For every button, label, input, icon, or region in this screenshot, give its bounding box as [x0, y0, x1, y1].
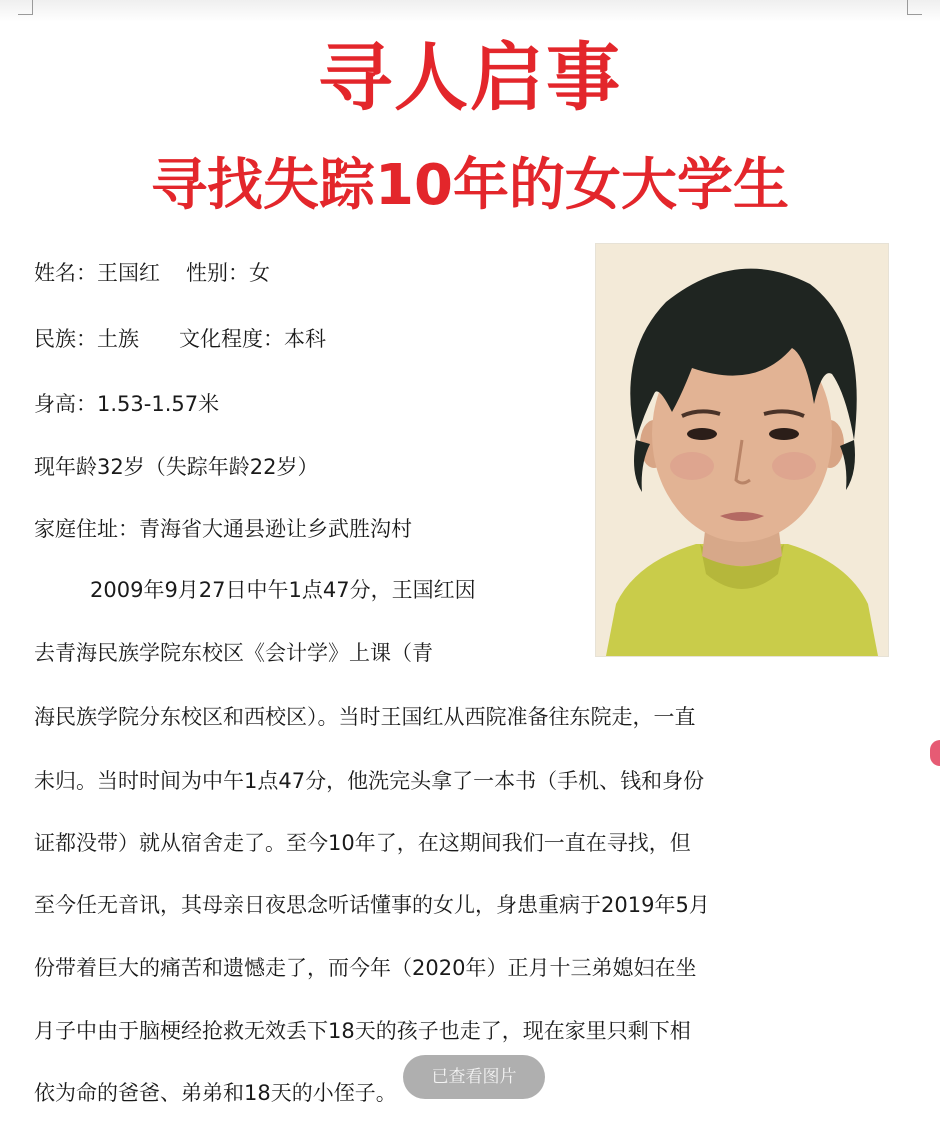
name-label: 姓名： [34, 261, 97, 285]
address-value: 青海省大通县逊让乡武胜沟村 [139, 517, 412, 541]
education-label: 文化程度： [179, 327, 284, 351]
page-corner-mark-left [18, 0, 33, 15]
height-label: 身高： [34, 392, 97, 416]
ethnicity-label: 民族： [34, 327, 97, 351]
view-image-button[interactable]: 已查看图片 [403, 1055, 545, 1099]
side-pull-tab[interactable] [930, 740, 940, 766]
body-line: 依为命的爸爸、弟弟和18天的小侄子。 [34, 1081, 397, 1105]
body-line: 未归。当时时间为中午1点47分，他洗完头拿了一本书（手机、钱和身份 [34, 769, 705, 793]
page-corner-mark-right [907, 0, 922, 15]
ethnicity-value: 土族 [97, 327, 139, 351]
body-line: 至今任无音讯，其母亲日夜思念听话懂事的女儿，身患重病于2019年5月 [34, 893, 710, 917]
info-age-line: 现年龄32岁（失踪年龄22岁） [34, 455, 319, 479]
body-line: 份带着巨大的痛苦和遗憾走了，而今年（2020年）正月十三弟媳妇在坐 [34, 956, 697, 980]
body-line: 海民族学院分东校区和西校区）。当时王国红从西院准备往东院走，一直 [34, 705, 696, 729]
missing-person-photo [596, 244, 888, 656]
body-line: 2009年9月27日中午1点47分，王国红因 [90, 578, 476, 602]
body-line: 月子中由于脑梗经抢救无效丢下18天的孩子也走了，现在家里只剩下相 [34, 1019, 691, 1043]
poster-subtitle: 寻找失踪10年的女大学生 [151, 153, 789, 218]
name-value: 王国红 [97, 261, 160, 285]
info-name-gender-line [34, 258, 270, 288]
poster-title: 寻人启事 [318, 35, 622, 121]
gender-label: 性别： [186, 261, 249, 285]
document-top-strip [0, 0, 940, 22]
portrait-illustration [596, 244, 888, 656]
info-address-line [34, 514, 412, 544]
info-ethnicity-education-line [34, 324, 326, 354]
info-height-line [34, 389, 219, 419]
gender-value: 女 [249, 261, 270, 285]
education-value: 本科 [284, 327, 326, 351]
body-line: 证都没带）就从宿舍走了。至今10年了，在这期间我们一直在寻找，但 [34, 831, 691, 855]
body-line: 去青海民族学院东校区《会计学》上课（青 [34, 641, 433, 665]
address-label: 家庭住址： [34, 517, 139, 541]
height-value: 1.53-1.57米 [97, 392, 220, 416]
